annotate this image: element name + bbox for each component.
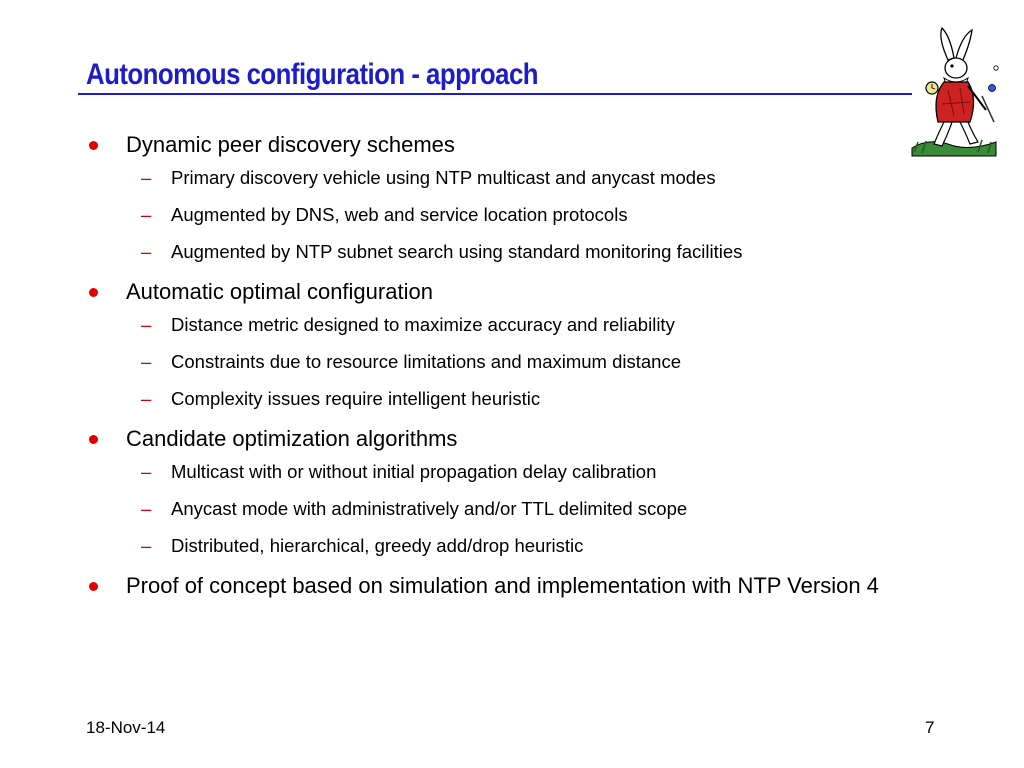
sub-bullet: – Distance metric designed to maximize accuracy and reliability bbox=[141, 314, 675, 335]
slide-title: Autonomous configuration - approach bbox=[86, 58, 539, 91]
dash-icon: – bbox=[141, 167, 152, 188]
bullet-text: Candidate optimization algorithms bbox=[126, 426, 458, 451]
white-rabbit-icon bbox=[908, 26, 1000, 160]
dash-icon: – bbox=[141, 241, 152, 262]
bullet-text: Dynamic peer discovery schemes bbox=[126, 132, 455, 157]
bullet-text: Proof of concept based on simulation and implementation with NTP Version 4 bbox=[126, 573, 879, 598]
bullet-item bbox=[86, 277, 916, 410]
bullet-dot-icon bbox=[89, 141, 98, 150]
sub-bullet: – Multicast with or without initial propagation delay calibration bbox=[141, 461, 657, 482]
sub-bullet: – Augmented by DNS, web and service location protocols bbox=[141, 204, 628, 225]
page-number: 7 bbox=[925, 718, 935, 737]
sub-bullet: – Anycast mode with administratively and/or TTL delimited scope bbox=[141, 498, 688, 519]
dash-icon: – bbox=[141, 498, 152, 519]
bullet-list bbox=[86, 130, 916, 613]
footer-date: 18-Nov-14 bbox=[86, 718, 166, 737]
sub-bullet: – Complexity issues require intelligent heuristic bbox=[141, 388, 541, 409]
bullet-item bbox=[86, 130, 916, 263]
bullet-item bbox=[86, 424, 916, 557]
bullet-dot-icon bbox=[89, 288, 98, 297]
bullet-dot-icon bbox=[89, 435, 98, 444]
bullet-text: Automatic optimal configuration bbox=[126, 279, 433, 304]
sub-bullet: – Distributed, hierarchical, greedy add/drop heuristic bbox=[141, 535, 584, 556]
sub-bullet: – Primary discovery vehicle using NTP multicast and anycast modes bbox=[141, 167, 716, 188]
bullet-item bbox=[86, 571, 916, 600]
dash-icon: – bbox=[141, 204, 152, 225]
dash-icon: – bbox=[141, 351, 152, 372]
sub-bullet: – Constraints due to resource limitations and maximum distance bbox=[141, 351, 682, 372]
dash-icon: – bbox=[141, 388, 152, 409]
bullet-dot-icon bbox=[89, 582, 98, 591]
dash-icon: – bbox=[141, 314, 152, 335]
dash-icon: – bbox=[141, 535, 152, 556]
title-underline bbox=[78, 93, 912, 95]
sub-bullet: – Augmented by NTP subnet search using standard monitoring facilities bbox=[141, 241, 743, 262]
dash-icon: – bbox=[141, 461, 152, 482]
